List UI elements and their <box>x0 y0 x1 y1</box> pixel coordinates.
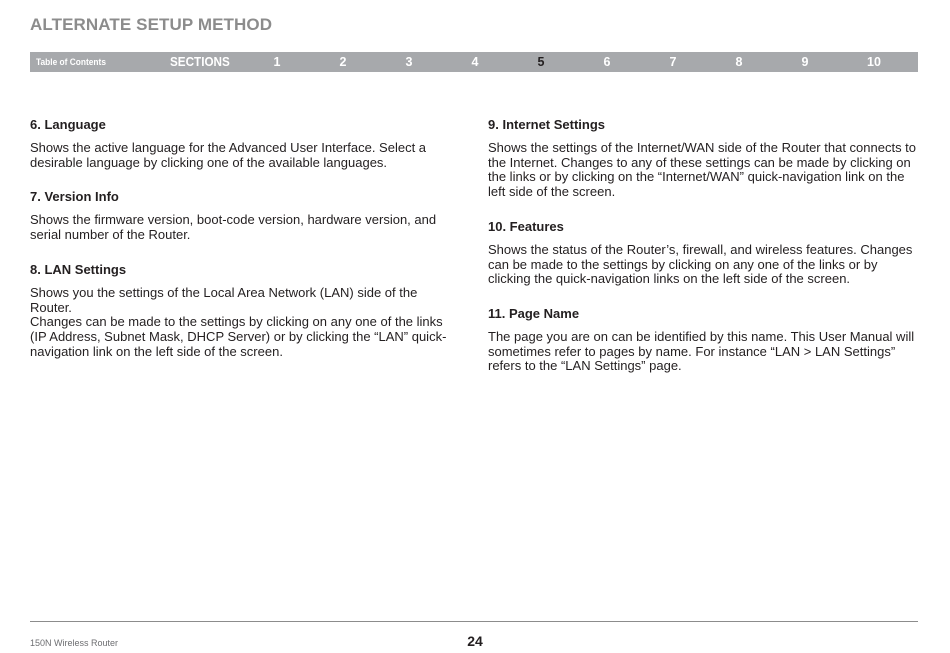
section-link-4[interactable]: 4 <box>471 55 479 69</box>
table-of-contents-link[interactable]: Table of Contents <box>36 57 106 68</box>
section-heading: 6. Language <box>30 117 106 132</box>
sections-label: SECTIONS <box>170 54 230 69</box>
page-number: 24 <box>467 633 483 649</box>
section-heading: 10. Features <box>488 218 564 234</box>
section-link-7[interactable]: 7 <box>669 55 677 69</box>
section-heading: 8. LAN Settings <box>30 261 127 277</box>
section-link-6[interactable]: 6 <box>603 55 611 69</box>
section-page-name <box>488 306 920 374</box>
section-body: Shows the active language for the Advanced User Interface. Select a desirable language by clicking one of the available languages. <box>30 140 427 170</box>
section-link-9[interactable]: 9 <box>801 55 809 69</box>
section-heading: 7. Version Info <box>30 189 119 205</box>
page-title: ALTERNATE SETUP METHOD <box>30 15 273 34</box>
section-version-info <box>30 189 462 242</box>
section-link-3[interactable]: 3 <box>405 55 413 69</box>
section-body: Shows the status of the Router’s, firewall, and wireless features. Changes can be made to the settings by clicking on any one of the links or by clicking the quick-navigation links on the left side of the screen. <box>488 241 913 287</box>
left-column <box>30 117 462 378</box>
right-column <box>488 117 920 393</box>
section-body: Shows the settings of the Internet/WAN side of the Router that connects to the Internet. Changes to any of these settings can be made by clicking on the links or by clicking on the “Internet/WAN” quick-navigation link on the left side of the screen. <box>488 140 917 200</box>
section-heading: 11. Page Name <box>488 305 580 321</box>
section-language <box>30 117 462 170</box>
footer-divider <box>30 621 918 622</box>
footer-product-name: 150N Wireless Router <box>30 638 119 648</box>
section-nav-bar <box>30 52 918 72</box>
section-link-10[interactable]: 10 <box>867 55 881 69</box>
section-features <box>488 219 920 287</box>
section-internet-settings <box>488 117 920 200</box>
section-link-8[interactable]: 8 <box>735 55 743 69</box>
section-heading: 9. Internet Settings <box>488 117 606 132</box>
section-link-5[interactable]: 5 <box>537 55 545 69</box>
section-lan-settings <box>30 262 462 360</box>
section-body: Shows the firmware version, boot-code version, hardware version, and serial number of the Router. <box>30 212 437 243</box>
section-body: The page you are on can be identified by this name. This User Manual will sometimes refer to pages by name. For instance “LAN > LAN Settings” refers to the “LAN Settings” page. <box>488 328 915 374</box>
section-link-1[interactable]: 1 <box>273 55 281 69</box>
section-body: Shows you the settings of the Local Area Network (LAN) side of the Router. Changes can be made to the settings by clicking on any one of the links (IP Address, Subnet Mask, DHCP Server) or by clicking the “LAN” quick- navigation link on the left side of the screen. <box>30 284 447 359</box>
section-link-2[interactable]: 2 <box>339 55 347 69</box>
